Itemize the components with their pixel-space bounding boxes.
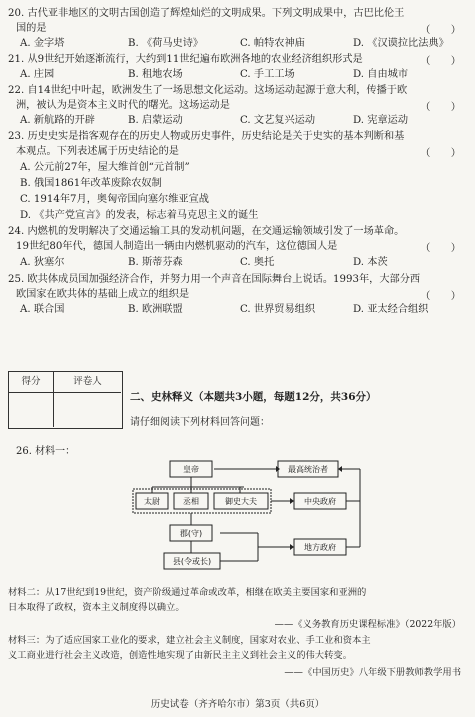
question-20-stem-cont: 国的是 [16, 23, 47, 34]
option: D. 本茨 [353, 257, 388, 268]
material-2-source: ——《义务教育历史课程标准》（2022年版） [274, 619, 461, 630]
option: D. 《汉谟拉比法典》 [353, 38, 449, 49]
option: D. 自由城市 [353, 69, 409, 80]
page-footer: 历史试卷（齐齐哈尔市）第3页（共6页） [150, 699, 325, 710]
question-24-options [8, 255, 467, 270]
material-2-line-2: 日本取得了政权，资本主义制度得以确立。 [8, 602, 185, 613]
option: B. 俄国1861年改革废除农奴制 [20, 178, 162, 189]
option: A. 庄园 [20, 69, 55, 80]
question-22-stem: 22. 自14世纪中叶起，欧洲发生了一场思想文化运动。这场运动起源于意大利，传播于欧 [8, 85, 408, 96]
option: B. 《荷马史诗》 [128, 38, 204, 49]
question-22-stem-cont: 洲，被认为是资本主义时代的曙光。这场运动是 [16, 100, 230, 111]
emperor-label: 皇帝 [183, 465, 199, 474]
local-gov-label: 地方政府 [304, 543, 336, 552]
option: A. 公元前27年，屋大维首创“元首制” [20, 162, 190, 173]
option: A. 金字塔 [20, 38, 65, 49]
question-21-options [8, 67, 467, 82]
score-table [8, 371, 123, 429]
option: A. 新航路的开辟 [20, 115, 95, 126]
option: C. 1914年7月，奥匈帝国向塞尔维亚宣战 [20, 194, 209, 205]
xian-label: 县(令或长) [172, 557, 212, 566]
material-3-line-1: 材料三：为了适应国家工业化的要求，建立社会主义制度，国家对农业、手工业和资本主 [8, 635, 371, 646]
arrow-head [290, 498, 294, 504]
material-3-source: ——《中国历史》八年级下册教师教学用书 [284, 667, 461, 678]
material-3-line-2: 义工商业进行社会主义改造，创造性地实现了由新民主主义到社会主义的伟大转变。 [8, 650, 352, 661]
supreme-ruler-label: 最高统治者 [288, 465, 328, 474]
score-header: 得分 [9, 372, 54, 393]
question-26-label: 26. 材料一： [16, 446, 76, 457]
material-2-line-1: 材料二：从17世纪到19世纪，资产阶级通过革命或改革，相继在欧美主要国家和亚洲的 [8, 587, 367, 598]
question-22-options [8, 113, 467, 128]
question-24-stem: 24. 内燃机的发明解决了交通运输工具的发动机问题，在交通运输领域引发了一场革命。 [8, 226, 405, 237]
answer-paren: （ ） [420, 291, 461, 302]
taiwei-label: 太尉 [144, 497, 160, 506]
option: C. 文艺复兴运动 [240, 115, 316, 126]
question-23-stem: 23. 历史史实是指客观存在的历史人物或历史事件，历史结论是关于史实的基本判断和基 [8, 131, 405, 142]
answer-paren: （ ） [420, 243, 461, 254]
section-title: 二、史林释义（本题共3小题，每题12分，共36分） [130, 391, 377, 403]
question-20-options [8, 36, 467, 51]
chengxiang-label: 丞相 [183, 497, 199, 506]
yushi-label: 御史大夫 [225, 497, 257, 506]
answer-paren: （ ） [420, 56, 461, 67]
answer-paren: （ ） [420, 102, 461, 113]
grader-cell[interactable] [54, 393, 121, 427]
question-25-stem: 25. 欧共体成员国加强经济合作，并努力用一个声音在国际舞台上说话。1993年，大部分西 [8, 274, 421, 285]
answer-paren: （ ） [420, 25, 461, 36]
option: C. 手工工场 [240, 69, 295, 80]
question-23-stem-cont: 本观点。下列表述属于历史结论的是 [16, 146, 179, 157]
option: B. 启蒙运动 [128, 115, 183, 126]
answer-paren: （ ） [420, 148, 461, 159]
option: C. 奥托 [240, 257, 275, 268]
question-21-stem: 21. 从9世纪开始逐渐流行，大约到11世纪遍布欧洲各地的农业经济组织形式是 [8, 54, 363, 65]
option: D. 《共产党宣言》的发表，标志着马克思主义的诞生 [20, 210, 259, 221]
option: A. 狄塞尔 [20, 257, 65, 268]
option: B. 斯蒂芬森 [128, 257, 183, 268]
jun-label: 郡(守) [179, 529, 203, 538]
section-instruction: 请仔细阅读下列材料回答问题： [130, 417, 270, 428]
question-25-stem-cont: 欧国家在欧共体的基础上成立的组织是 [16, 289, 190, 300]
grader-header: 评卷人 [54, 372, 121, 393]
option: C. 帕特农神庙 [240, 38, 305, 49]
option: D. 宪章运动 [353, 115, 409, 126]
score-cell[interactable] [9, 393, 54, 427]
option: B. 欧洲联盟 [128, 304, 183, 315]
central-gov-label: 中央政府 [304, 497, 336, 506]
option: D. 亚太经合组织 [353, 304, 429, 315]
arrow-head [338, 466, 342, 472]
arrow-head [290, 544, 294, 550]
question-20-stem: 20. 古代亚非地区的文明古国创造了辉煌灿烂的文明成果。下列文明成果中，古巴比伦王 [8, 8, 405, 19]
option: C. 世界贸易组织 [240, 304, 316, 315]
option: B. 租地农场 [128, 69, 183, 80]
question-24-stem-cont: 19世纪80年代，德国人制造出一辆由内燃机驱动的汽车，这位德国人是 [16, 241, 338, 252]
option: A. 联合国 [20, 304, 65, 315]
question-25-options [8, 302, 467, 317]
